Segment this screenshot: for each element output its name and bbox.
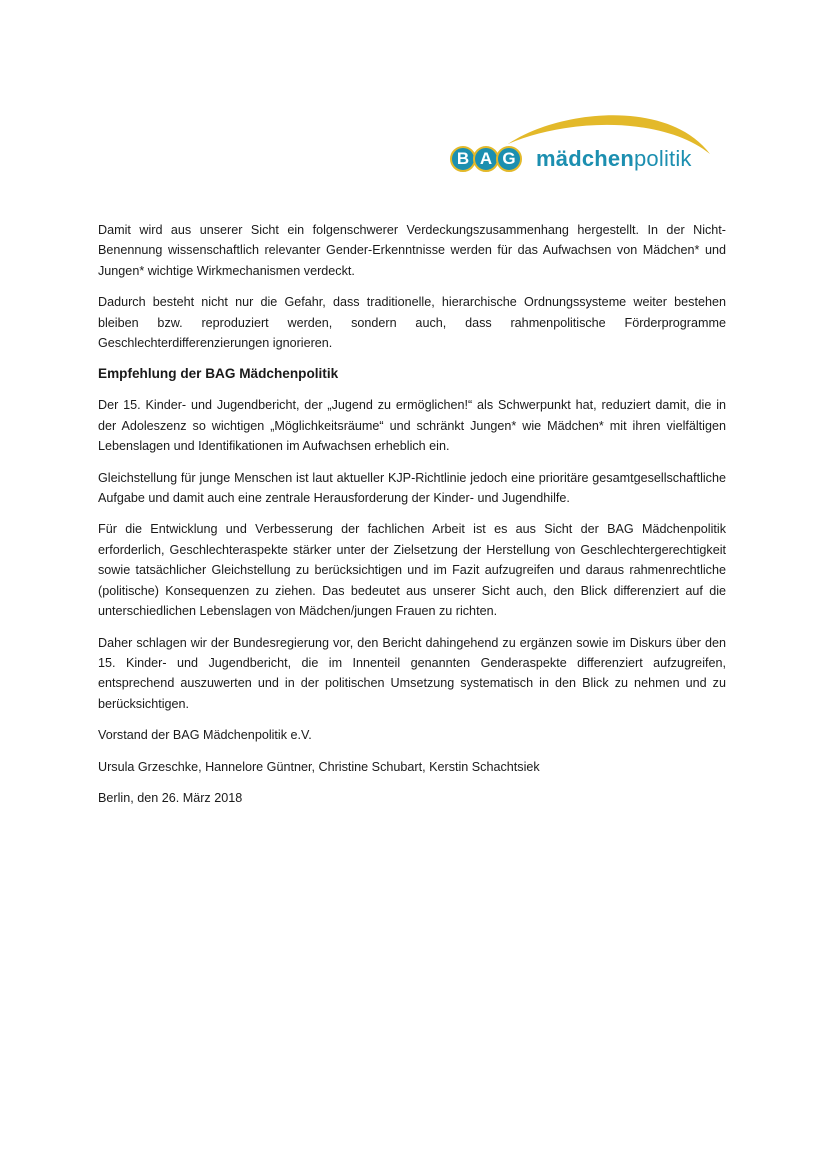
- document-body: [98, 220, 726, 819]
- paragraph: Damit wird aus unserer Sicht ein folgenschwerer Verdeckungszusammenhang hergestellt. In der Nicht-Benennung wissenschaftlich relevanter Gender-Erkenntnisse werden für das Aufwachsen von Mädchen* und Jungen* wichtige Wirkmechanismen verdeckt.: [98, 223, 726, 278]
- paragraph: Dadurch besteht nicht nur die Gefahr, dass traditionelle, hierarchische Ordnungssysteme weiter bestehen bleiben bzw. reproduziert werden, sondern auch, dass rahmenpolitische Förderprogramme Geschlechterdifferenzierungen ignorieren.: [98, 295, 726, 351]
- paragraph: Gleichstellung für junge Menschen ist laut aktueller KJP-Richtlinie jedoch eine prioritäre gesamtgesellschaftliche Aufgabe und damit auch eine zentrale Herausforderung der Kinder- und Jugendhilfe.: [98, 470, 726, 506]
- paragraph: Der 15. Kinder- und Jugendbericht, der „Jugend zu ermöglichen!“ als Schwerpunkt hat, reduziert damit, die in der Adoleszenz so wichtigen „Möglichkeitsräume“ und schränkt Jungen* wie Mädchen* mit ihren vielfältigen Lebenslagen und Identifikationen im Aufwachsen erheblich ein.: [98, 398, 726, 454]
- signature-board: Vorstand der BAG Mädchenpolitik e.V.: [98, 728, 312, 743]
- logo-circles: [450, 146, 519, 172]
- logo-letter-a: A: [473, 146, 499, 172]
- bag-maedchenpolitik-logo: [448, 104, 718, 174]
- section-heading: Empfehlung der BAG Mädchenpolitik: [98, 366, 339, 382]
- logo-wordmark-regular: politik: [633, 146, 692, 171]
- logo-letter-g: G: [496, 146, 522, 172]
- signature-names: Ursula Grzeschke, Hannelore Güntner, Christine Schubart, Kerstin Schachtsiek: [98, 759, 540, 774]
- logo-wordmark-bold: mädchen: [536, 146, 634, 171]
- paragraph: Daher schlagen wir der Bundesregierung vor, den Bericht dahingehend zu ergänzen sowie im Diskurs über den 15. Kinder- und Jugendbericht, die im Innenteil genannten Genderaspekte differenziert aufzugreifen, entsprechend auszuwerten und in der politischen Umsetzung systematisch in den Blick zu nehmen und zu berücksichtigen.: [98, 635, 726, 711]
- logo-wordmark: [536, 146, 692, 172]
- paragraph: Für die Entwicklung und Verbesserung der fachlichen Arbeit ist es aus Sicht der BAG Mädchenpolitik erforderlich, Geschlechteraspekte stärker unter der Zielsetzung der Herstellung von Geschlechtergerechtigkeit sowie tatsächlicher Gleichstellung zu berücksichtigen und im Fazit aufzugreifen und daraus rahmenrechtliche (politische) Konsequenzen zu ziehen. Das bedeutet aus unserer Sicht auch, den Blick differenziert auf die unterschiedlichen Lebenslagen von Mädchen/jungen Frauen zu richten.: [98, 522, 726, 619]
- signature-place-date: Berlin, den 26. März 2018: [98, 790, 243, 805]
- logo-letter-b: B: [450, 146, 476, 172]
